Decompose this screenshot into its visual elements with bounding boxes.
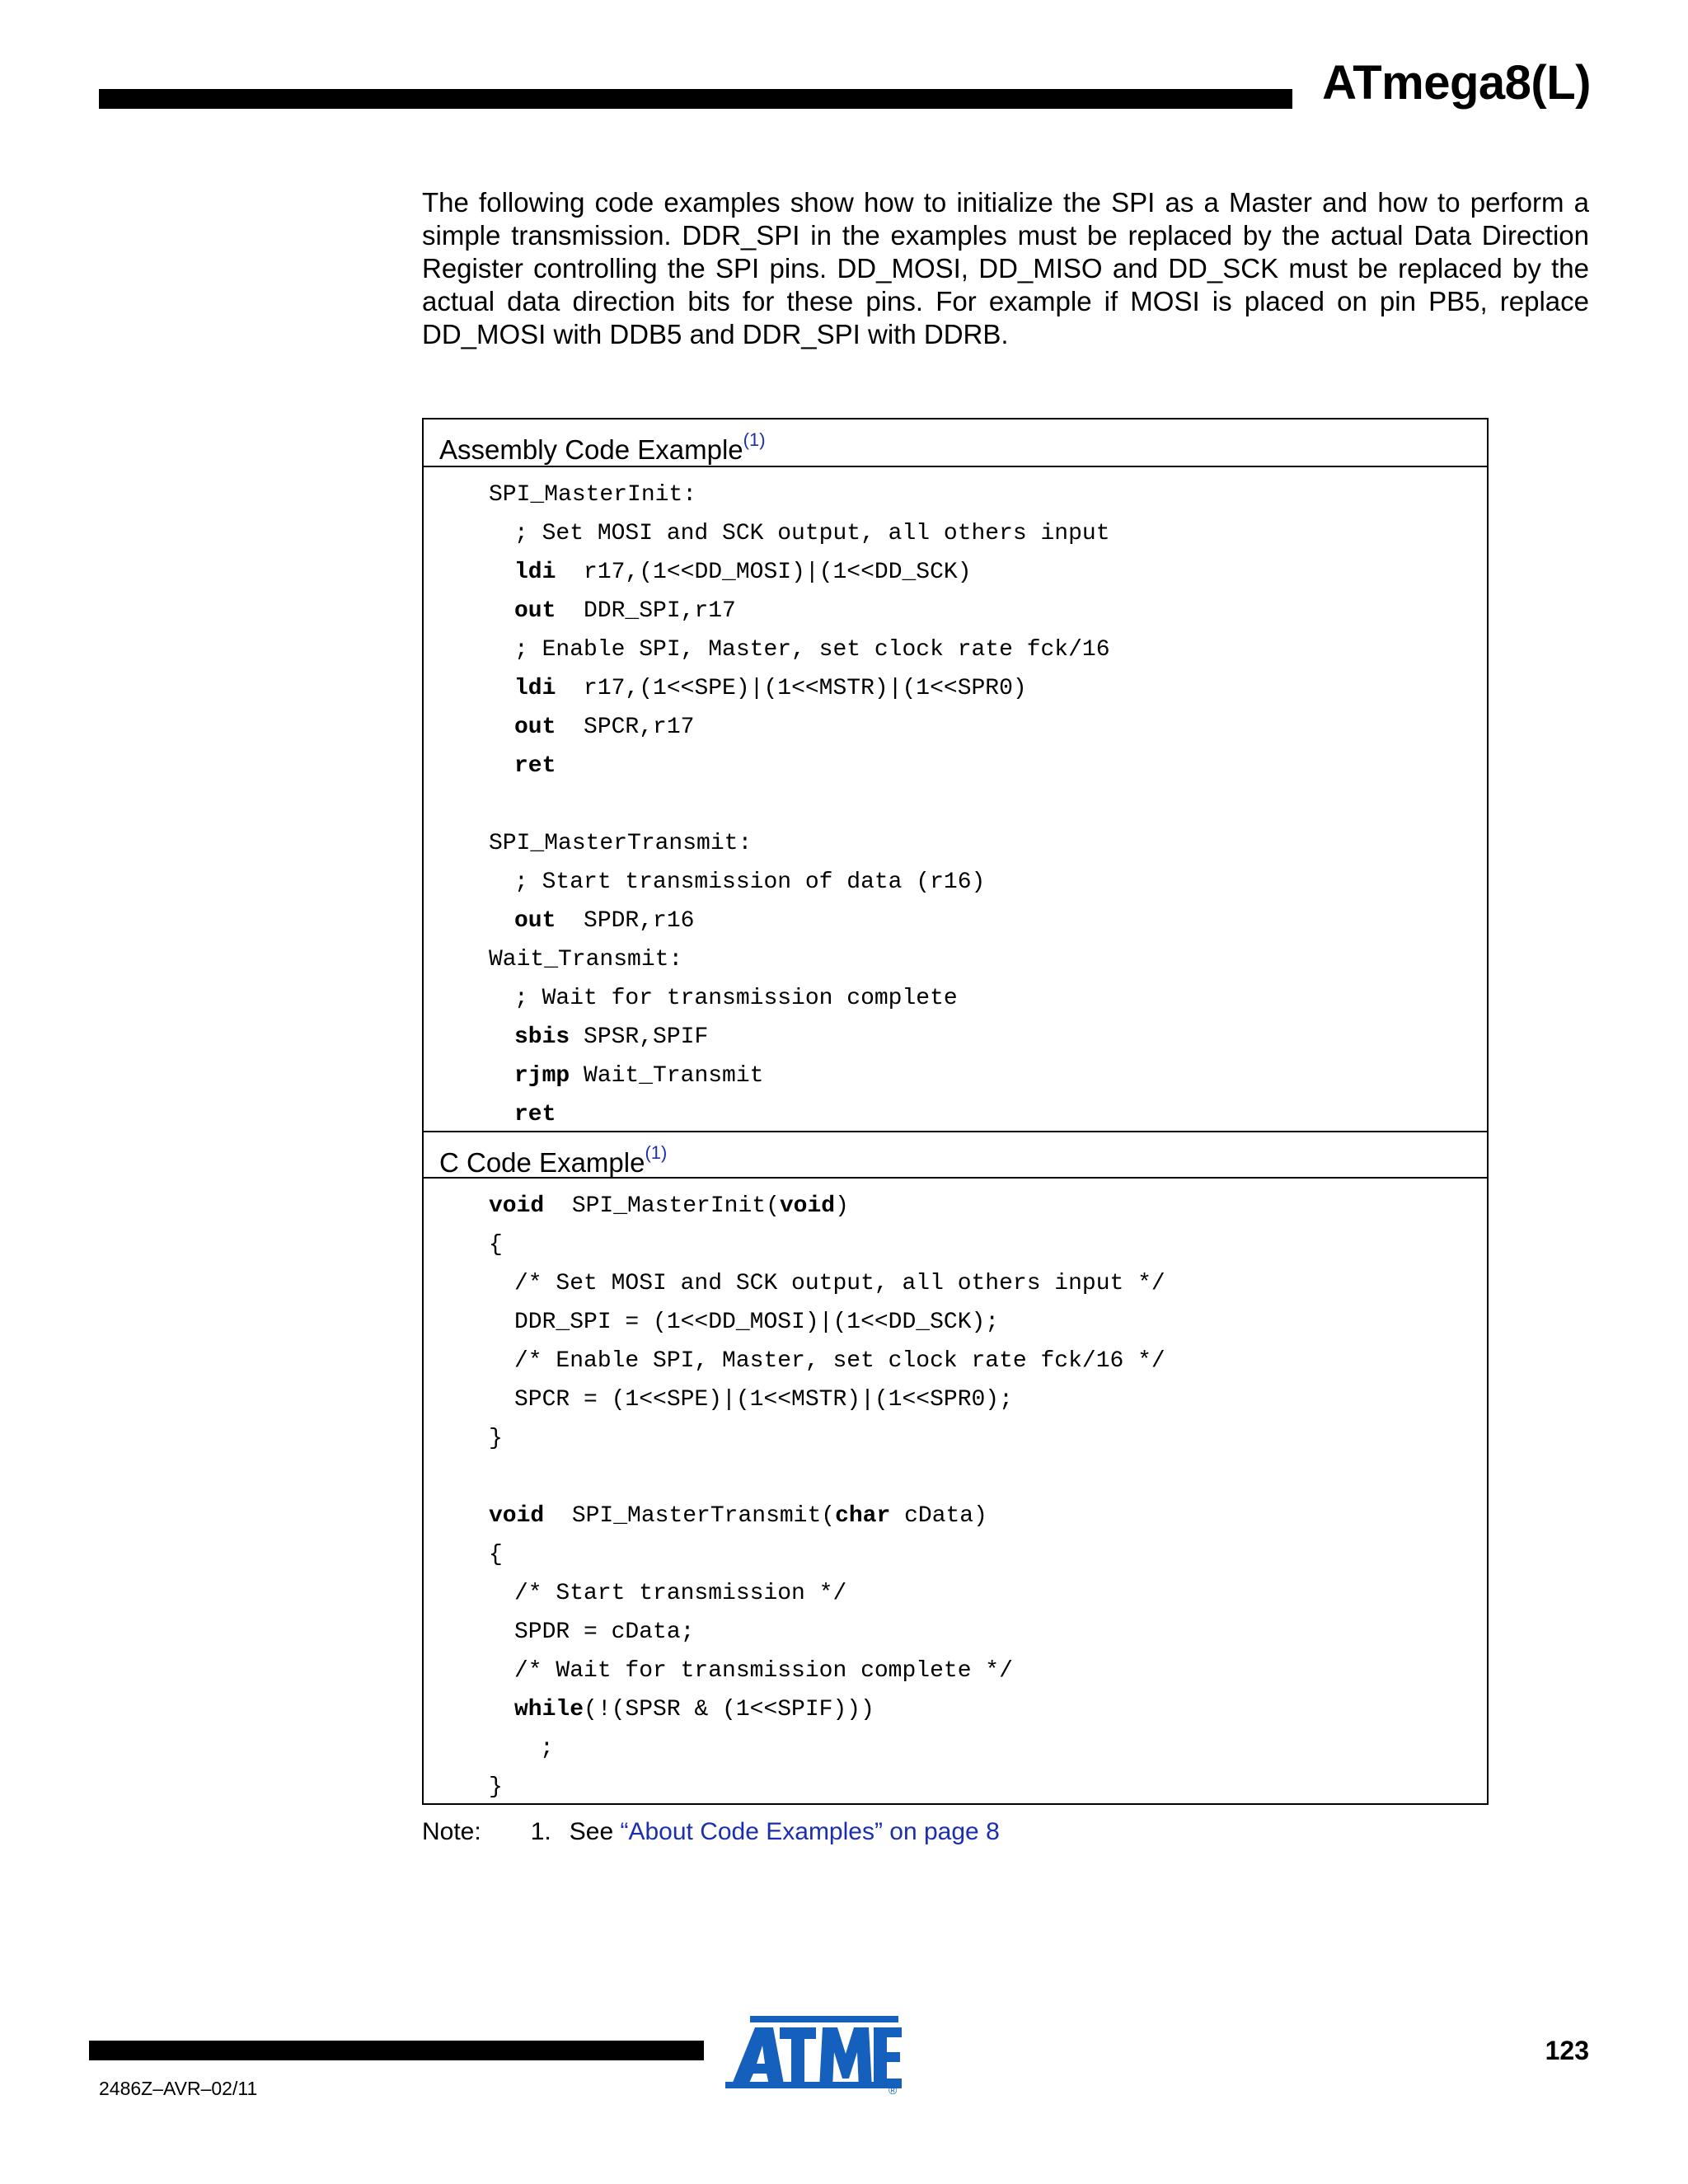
- c-code-line: void SPI_MasterTransmit(char cData): [489, 1503, 987, 1529]
- page-number: 123: [1545, 2036, 1589, 2065]
- assembly-code-line: SPI_MasterInit:: [489, 482, 697, 508]
- code-examples-table: [422, 418, 1489, 1805]
- assembly-code-line: out DDR_SPI,r17: [514, 598, 736, 624]
- note-number: 1.: [530, 1818, 551, 1845]
- assembly-code-line: rjmp Wait_Transmit: [514, 1063, 764, 1089]
- c-code-line: }: [489, 1426, 503, 1451]
- c-footnote-ref[interactable]: (1): [645, 1142, 668, 1163]
- assembly-code-line: ldi r17,(1<<SPE)|(1<<MSTR)|(1<<SPR0): [514, 676, 1027, 701]
- assembly-code-line: ; Enable SPI, Master, set clock rate fck/16: [514, 637, 1110, 663]
- assembly-code-line: Wait_Transmit:: [489, 947, 683, 972]
- assembly-code-line: ; Set MOSI and SCK output, all others input: [514, 521, 1110, 546]
- c-heading: [424, 1131, 1487, 1179]
- c-code-line: DDR_SPI = (1<<DD_MOSI)|(1<<DD_SCK);: [514, 1310, 1000, 1335]
- note-prefix: See: [569, 1818, 621, 1845]
- c-code-line: }: [489, 1774, 503, 1800]
- c-code-line: /* Set MOSI and SCK output, all others input */: [514, 1271, 1165, 1296]
- assembly-code-line: out SPDR,r16: [514, 908, 695, 934]
- intro-paragraph: The following code examples show how to initialize the SPI as a Master and how to perform a simple transmission. DDR_SPI in the examples must be replaced by the actual Data Direction Register controlling the SPI pins. DD_MOSI, DD_MISO and DD_SCK must be replaced by the actual data direction bits for these pins. For example if MOSI is placed on pin PB5, replace DD_MOSI with DDB5 and DDR_SPI with DDRB.: [422, 187, 1589, 349]
- c-code-line: /* Wait for transmission complete */: [514, 1658, 1013, 1684]
- c-code-line: {: [489, 1542, 503, 1568]
- c-code-line: /* Start transmission */: [514, 1581, 847, 1606]
- document-code: 2486Z–AVR–02/11: [99, 2078, 258, 2099]
- assembly-heading: [424, 419, 1487, 467]
- svg-text:®: ®: [889, 2083, 898, 2095]
- footer-rule: [89, 2041, 704, 2060]
- c-heading-text: C Code Example: [439, 1147, 645, 1178]
- note-label: Note:: [422, 1818, 481, 1845]
- assembly-code-line: SPI_MasterTransmit:: [489, 831, 753, 856]
- footnote: [422, 1817, 1000, 1847]
- assembly-code-line: ; Wait for transmission complete: [514, 986, 958, 1011]
- assembly-code-line: ret: [514, 753, 556, 779]
- assembly-code-line: out SPCR,r17: [514, 715, 695, 740]
- assembly-code-line: ldi r17,(1<<DD_MOSI)|(1<<DD_SCK): [514, 560, 972, 585]
- c-code-block: [424, 1179, 1487, 1803]
- c-code-line: void SPI_MasterInit(void): [489, 1193, 849, 1219]
- c-code-line: {: [489, 1232, 503, 1258]
- about-code-examples-link[interactable]: “About Code Examples” on page 8: [620, 1818, 1000, 1845]
- c-code-line: while(!(SPSR & (1<<SPIF))): [514, 1697, 874, 1722]
- c-code-line: /* Enable SPI, Master, set clock rate fck/16 */: [514, 1348, 1165, 1374]
- assembly-code-line: sbis SPSR,SPIF: [514, 1024, 709, 1050]
- c-code-line: SPCR = (1<<SPE)|(1<<MSTR)|(1<<SPR0);: [514, 1387, 1013, 1413]
- assembly-code-line: ; Start transmission of data (r16): [514, 869, 986, 895]
- document-title: ATmega8(L): [1322, 56, 1591, 110]
- assembly-footnote-ref[interactable]: (1): [743, 429, 766, 450]
- atmel-logo: [725, 2013, 905, 2095]
- assembly-code-block: [424, 467, 1487, 1131]
- c-code-line: ;: [540, 1736, 554, 1761]
- assembly-code-line: ret: [514, 1102, 556, 1127]
- assembly-heading-text: Assembly Code Example: [439, 434, 743, 465]
- c-code-line: SPDR = cData;: [514, 1619, 695, 1645]
- header-rule: [99, 89, 1292, 109]
